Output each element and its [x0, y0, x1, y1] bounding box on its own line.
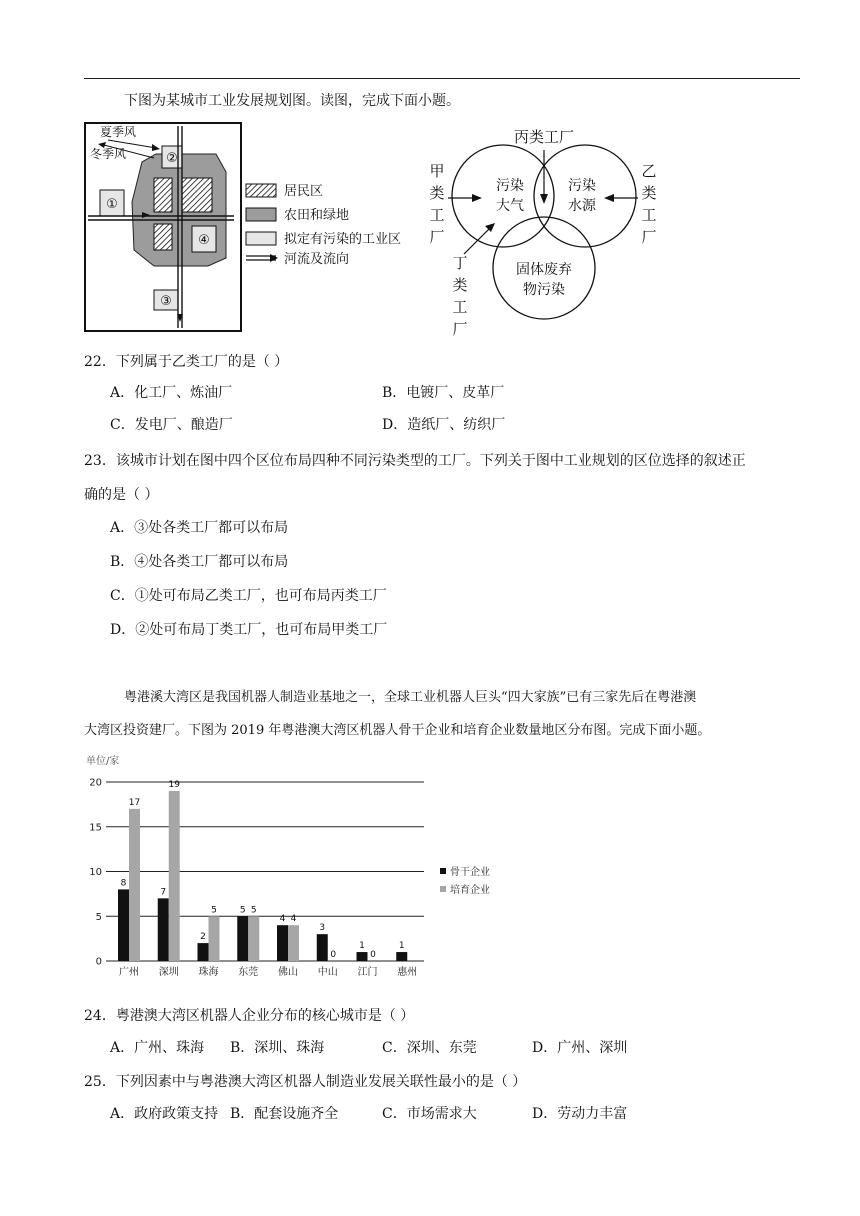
bar-incubated: [209, 916, 220, 961]
q25-option-d[interactable]: D．劳动力丰富: [532, 1106, 628, 1122]
q25-option-b[interactable]: B．配套设施齐全: [230, 1106, 339, 1122]
x-tick-label: 中山: [317, 967, 338, 978]
q24-option-b[interactable]: B．深圳、珠海: [230, 1040, 325, 1056]
data-label: 4: [279, 914, 286, 925]
legend-industrial: 拟定有污染的工业区: [284, 232, 402, 247]
data-label: 0: [370, 950, 376, 960]
bing-factory-label: 丙类工厂: [513, 128, 575, 146]
data-label: 1: [398, 941, 405, 952]
q23-option-b[interactable]: B．④处各类工厂都可以布局: [110, 554, 289, 570]
x-tick-label: 江门: [357, 967, 378, 978]
solid-label-2: 物污染: [523, 282, 565, 298]
residential-block: [154, 224, 172, 250]
x-tick-label: 深圳: [158, 967, 179, 978]
legend-swatch: [440, 886, 446, 892]
ding-factory-label-2: 类: [452, 276, 468, 294]
air-label-1: 污染: [496, 178, 524, 194]
data-label: 7: [160, 887, 167, 898]
gray-square-icon: [246, 208, 276, 221]
zone-4-label: ④: [198, 233, 210, 248]
yi-factory-label-1: 乙: [641, 162, 657, 180]
light-square-icon: [246, 232, 276, 245]
y-axis-label: 单位/家: [86, 756, 120, 767]
data-label: 2: [200, 932, 206, 943]
map-legend: [244, 180, 424, 280]
q25-option-c[interactable]: C．市场需求大: [382, 1106, 477, 1122]
summer-wind-label: 夏季风: [100, 125, 137, 139]
q23-option-c[interactable]: C．①处可布局乙类工厂，也可布局丙类工厂: [110, 588, 387, 604]
q24-stem: 24．粤港澳大湾区机器人企业分布的核心城市是（ ）: [84, 1008, 415, 1024]
jia-factory-label-2: 类: [429, 184, 445, 202]
water-label-2: 水源: [568, 198, 596, 214]
legend-river: 河流及流向: [284, 252, 350, 267]
air-pollution-circle: [452, 145, 554, 247]
intro-text-2-line1: 粤港溪大湾区是我国机器人制造业基地之一，全球工业机器人巨头“四大家族”已有三家先后在粤港澳: [124, 690, 697, 705]
zone-3-label: ③: [160, 294, 172, 309]
header-rule: [84, 78, 800, 79]
x-tick-label: 佛山: [278, 967, 298, 978]
bar-backbone: [158, 898, 169, 961]
y-tick-label: 5: [95, 911, 102, 923]
y-tick-label: 20: [89, 777, 102, 789]
yi-factory-label-3: 工: [641, 206, 657, 224]
legend-swatch: [440, 868, 446, 874]
legend-residential: 居民区: [284, 184, 324, 199]
factory-venn-diagram: [420, 122, 680, 338]
q22-option-c[interactable]: C．发电厂、酿造厂: [110, 417, 233, 433]
legend-label: 培育企业: [450, 885, 490, 896]
data-label: 8: [120, 878, 127, 889]
q22-option-a[interactable]: A．化工厂、炼油厂: [110, 385, 233, 401]
legend-farmland: 农田和绿地: [284, 208, 350, 223]
ding-arrow: [464, 228, 490, 254]
zone-2-label: ②: [166, 151, 178, 166]
q23-stem-line1: 23．该城市计划在图中四个区位布局四种不同污染类型的工厂。下列关于图中工业规划的区位选择的叙述正: [84, 453, 746, 469]
zone-1-label: ①: [106, 197, 118, 212]
bar-backbone: [198, 943, 209, 961]
data-label: 0: [330, 950, 337, 960]
q24-option-d[interactable]: D．广州、深圳: [532, 1040, 628, 1056]
bar-backbone: [317, 934, 328, 961]
residential-block: [154, 178, 172, 212]
bar-backbone: [357, 952, 368, 961]
data-label: 5: [250, 905, 257, 916]
q22-option-b[interactable]: B．电镀厂、皮革厂: [382, 385, 505, 401]
jia-factory-label-1: 甲: [429, 162, 445, 180]
bar-backbone: [396, 952, 407, 961]
bar-backbone: [118, 889, 129, 961]
bar-incubated: [129, 809, 140, 961]
x-tick-label: 东莞: [238, 967, 259, 978]
data-label: 19: [168, 779, 180, 790]
jia-factory-label-4: 厂: [429, 228, 445, 246]
intro-text-2-line2: 大湾区投资建厂。下图为 2019 年粤港澳大湾区机器人骨干企业和培育企业数量地区分布图。完成下面小题。: [84, 723, 711, 738]
bar-backbone: [277, 925, 288, 961]
data-label: 4: [290, 914, 297, 925]
water-pollution-circle: [534, 145, 636, 247]
ding-factory-label-3: 工: [452, 298, 468, 316]
q24-option-c[interactable]: C．深圳、东莞: [382, 1040, 477, 1056]
q23-stem-line2: 确的是（ ）: [84, 487, 159, 503]
q23-option-a[interactable]: A．③处各类工厂都可以布局: [110, 520, 289, 536]
bar-incubated: [288, 925, 299, 961]
q24-option-a[interactable]: A．广州、珠海: [110, 1040, 205, 1056]
x-tick-label: 惠州: [397, 967, 418, 978]
data-label: 5: [211, 905, 217, 916]
bar-incubated: [248, 916, 259, 961]
q25-stem: 25．下列因素中与粤港澳大湾区机器人制造业发展关联性最小的是（ ）: [84, 1074, 527, 1090]
bar-incubated: [169, 791, 180, 961]
jia-factory-label-3: 工: [429, 206, 445, 224]
ding-factory-label-4: 厂: [452, 320, 468, 338]
legend-label: 骨干企业: [450, 867, 490, 878]
water-label-1: 污染: [568, 178, 596, 194]
residential-block: [182, 178, 212, 212]
q23-option-d[interactable]: D．②处可布局丁类工厂，也可布局甲类工厂: [110, 622, 388, 638]
intro-text-1: 下图为某城市工业发展规划图。读图，完成下面小题。: [124, 93, 460, 109]
robot-enterprise-bar-chart: [84, 750, 514, 990]
y-tick-label: 10: [89, 867, 102, 878]
air-label-2: 大气: [496, 198, 524, 214]
bar-backbone: [237, 916, 248, 961]
q22-stem: 22．下列属于乙类工厂的是（ ）: [84, 354, 289, 370]
data-label: 3: [319, 923, 326, 934]
y-tick-label: 15: [89, 822, 102, 834]
data-label: 17: [128, 797, 141, 808]
yi-factory-label-2: 类: [641, 184, 657, 202]
q22-option-d[interactable]: D．造纸厂、纺织厂: [382, 417, 506, 433]
ding-factory-label-1: 丁: [452, 254, 468, 272]
q25-option-a[interactable]: A．政府政策支持: [110, 1106, 219, 1122]
data-label: 5: [239, 905, 246, 916]
x-tick-label: 珠海: [198, 967, 219, 978]
hatched-square-icon: [246, 184, 276, 197]
solid-label-1: 固体废弃: [516, 262, 572, 278]
yi-factory-label-4: 厂: [641, 228, 657, 246]
y-tick-label: 0: [95, 956, 102, 968]
data-label: 1: [359, 941, 365, 952]
winter-wind-label: 冬季风: [90, 147, 127, 161]
x-tick-label: 广州: [119, 967, 139, 978]
industrial-planning-map: [84, 122, 244, 334]
